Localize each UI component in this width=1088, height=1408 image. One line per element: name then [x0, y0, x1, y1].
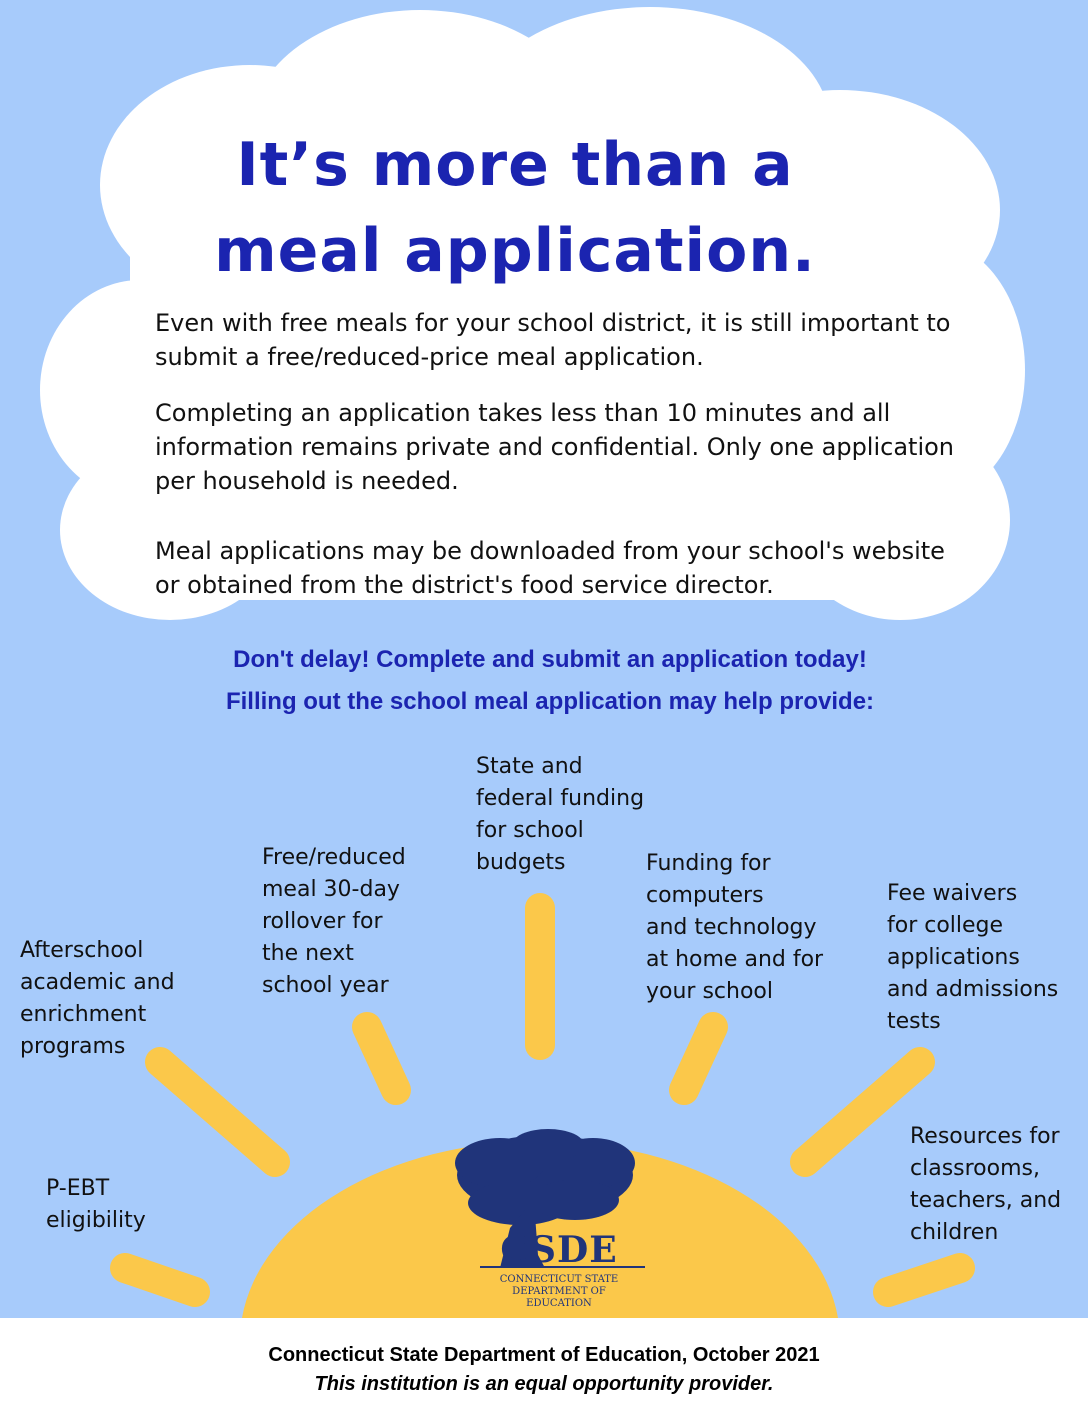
- sun-ray: [805, 1062, 920, 1162]
- sun-ray: [888, 1268, 960, 1292]
- logo-line-2: DEPARTMENT OF EDUCATION: [512, 1286, 606, 1309]
- benefit-fee-waivers: Fee waivers for college applications and admissions tests: [887, 881, 1059, 1034]
- benefit-pebt-eligibility: P-EBT eligibility: [46, 1176, 146, 1233]
- benefit-meal-rollover: Free/reduced meal 30-day rollover for the next school year: [262, 845, 406, 998]
- cta-line-2: Filling out the school meal application may help provide:: [225, 688, 875, 715]
- footer-line-2: This institution is an equal opportunity provider.: [314, 1373, 774, 1395]
- sun-ray: [125, 1268, 195, 1292]
- logo-acronym: CSDE: [500, 1229, 618, 1271]
- footer: [0, 1318, 1088, 1408]
- headline-line-1: It’s more than a: [236, 130, 794, 200]
- headline-line-2: meal application.: [214, 216, 816, 286]
- intro-paragraph-3: Meal applications may be downloaded from your school's website or obtained from the district's food service director.: [155, 537, 945, 599]
- benefit-afterschool-programs: Afterschool academic and enrichment programs: [20, 938, 175, 1059]
- cta-line-1: Don't delay! Complete and submit an application today!: [233, 646, 867, 673]
- benefit-state-federal-funding: State and federal funding for school budgets: [476, 754, 645, 875]
- intro-paragraph-1: Even with free meals for your school district, it is still important to submit a free/reduced-price meal application.: [155, 309, 951, 371]
- intro-paragraph-2: Completing an application takes less than 10 minutes and all information remains private and confidential. Only one application per household is needed.: [155, 399, 955, 495]
- logo-line-1: CONNECTICUT STATE: [499, 1274, 619, 1285]
- headline: [100, 122, 930, 294]
- sun-ray: [684, 1027, 713, 1090]
- sun-ray: [367, 1027, 396, 1090]
- benefit-classroom-resources: Resources for classrooms, teachers, and children: [910, 1124, 1062, 1245]
- benefit-computers-technology: Funding for computers and technology at home and for your school: [646, 851, 824, 1004]
- sun-ray: [160, 1062, 275, 1162]
- footer-line-1: Connecticut State Department of Education, October 2021: [268, 1344, 820, 1366]
